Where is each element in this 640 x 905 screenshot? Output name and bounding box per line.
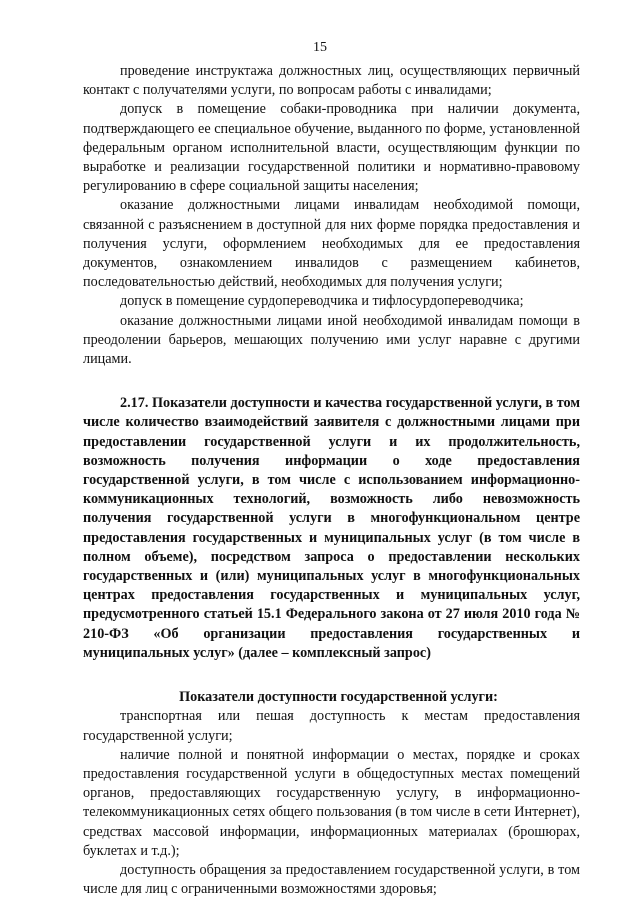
paragraph-guide-dog: допуск в помещение собаки-проводника при наличии документа, подтверждающего ее специальное обучение, выданного по форме, установленной федеральным органом исполнительной власти, осуществляющим функции по выработке и реализации государственной политики и нормативно-правовому регулированию в сфере социальной защиты населения; (83, 101, 580, 195)
paragraph-barriers: оказание должностными лицами иной необходимой инвалидам помощи в преодолении барьеров, мешающих получению ими услуг наравне с другими лицами. (83, 312, 580, 368)
paragraph-information: наличие полной и понятной информации о местах, порядке и сроках предоставления государственной услуги в общедоступных местах помещений органов, предоставляющих государственную услугу, в информационно-телекоммуникационных сетях общего пользования (в том числе в сети Интернет), средствах массовой информации, информационных материалах (брошюрах, буклетах и т.д.); (83, 746, 580, 859)
paragraph-access: доступность обращения за предоставлением государственной услуги, в том числе для лиц с ограниченными возможностями здоровья; (83, 861, 580, 898)
paragraph-transport: транспортная или пешая доступность к местам предоставления государственной услуги; (83, 708, 580, 744)
paragraph-assistance: оказание должностными лицами инвалидам необходимой помощи, связанной с разъяснением в доступной для них форме порядка предоставления и получения услуги, оформлением необходимых для ее предоставления документов, ознакомлением инвалидов с размещением кабинетов, последовательностью действий, необходимых для получения услуги; (83, 197, 580, 291)
document-body (83, 62, 580, 899)
section-heading-2-17: 2.17. Показатели доступности и качества государственной услуги, в том числе количество взаимодействий заявителя с должностными лицами при предоставлении государственной услуги и их продолжительность, возможность получения информации о ходе предоставления государственной услуги, в том числе с использованием информационно-коммуникационных технологий, возможность либо невозможность получения государственной услуги в многофункциональном центре предоставления государственных и муниципальных услуг (в том числе в полном объеме), посредством запроса о предоставлении нескольких государственных и (или) муниципальных услуг в многофункциональных центрах предоставления государственных и муниципальных услуг, предусмотренного статьей 15.1 Федерального закона от 27 июля 2010 года № 210-ФЗ «Об организации предоставления государственных и муниципальных услуг» (далее – комплексный запрос) (83, 395, 580, 661)
paragraph-interpreter: допуск в помещение сурдопереводчика и тифлосурдопереводчика; (120, 293, 524, 310)
page-number: 15 (313, 40, 327, 55)
subheading-accessibility: Показатели доступности государственной услуги: (179, 689, 498, 706)
paragraph-briefing: проведение инструктажа должностных лиц, осуществляющих первичный контакт с получателями услуги, по вопросам работы с инвалидами; (83, 63, 580, 99)
